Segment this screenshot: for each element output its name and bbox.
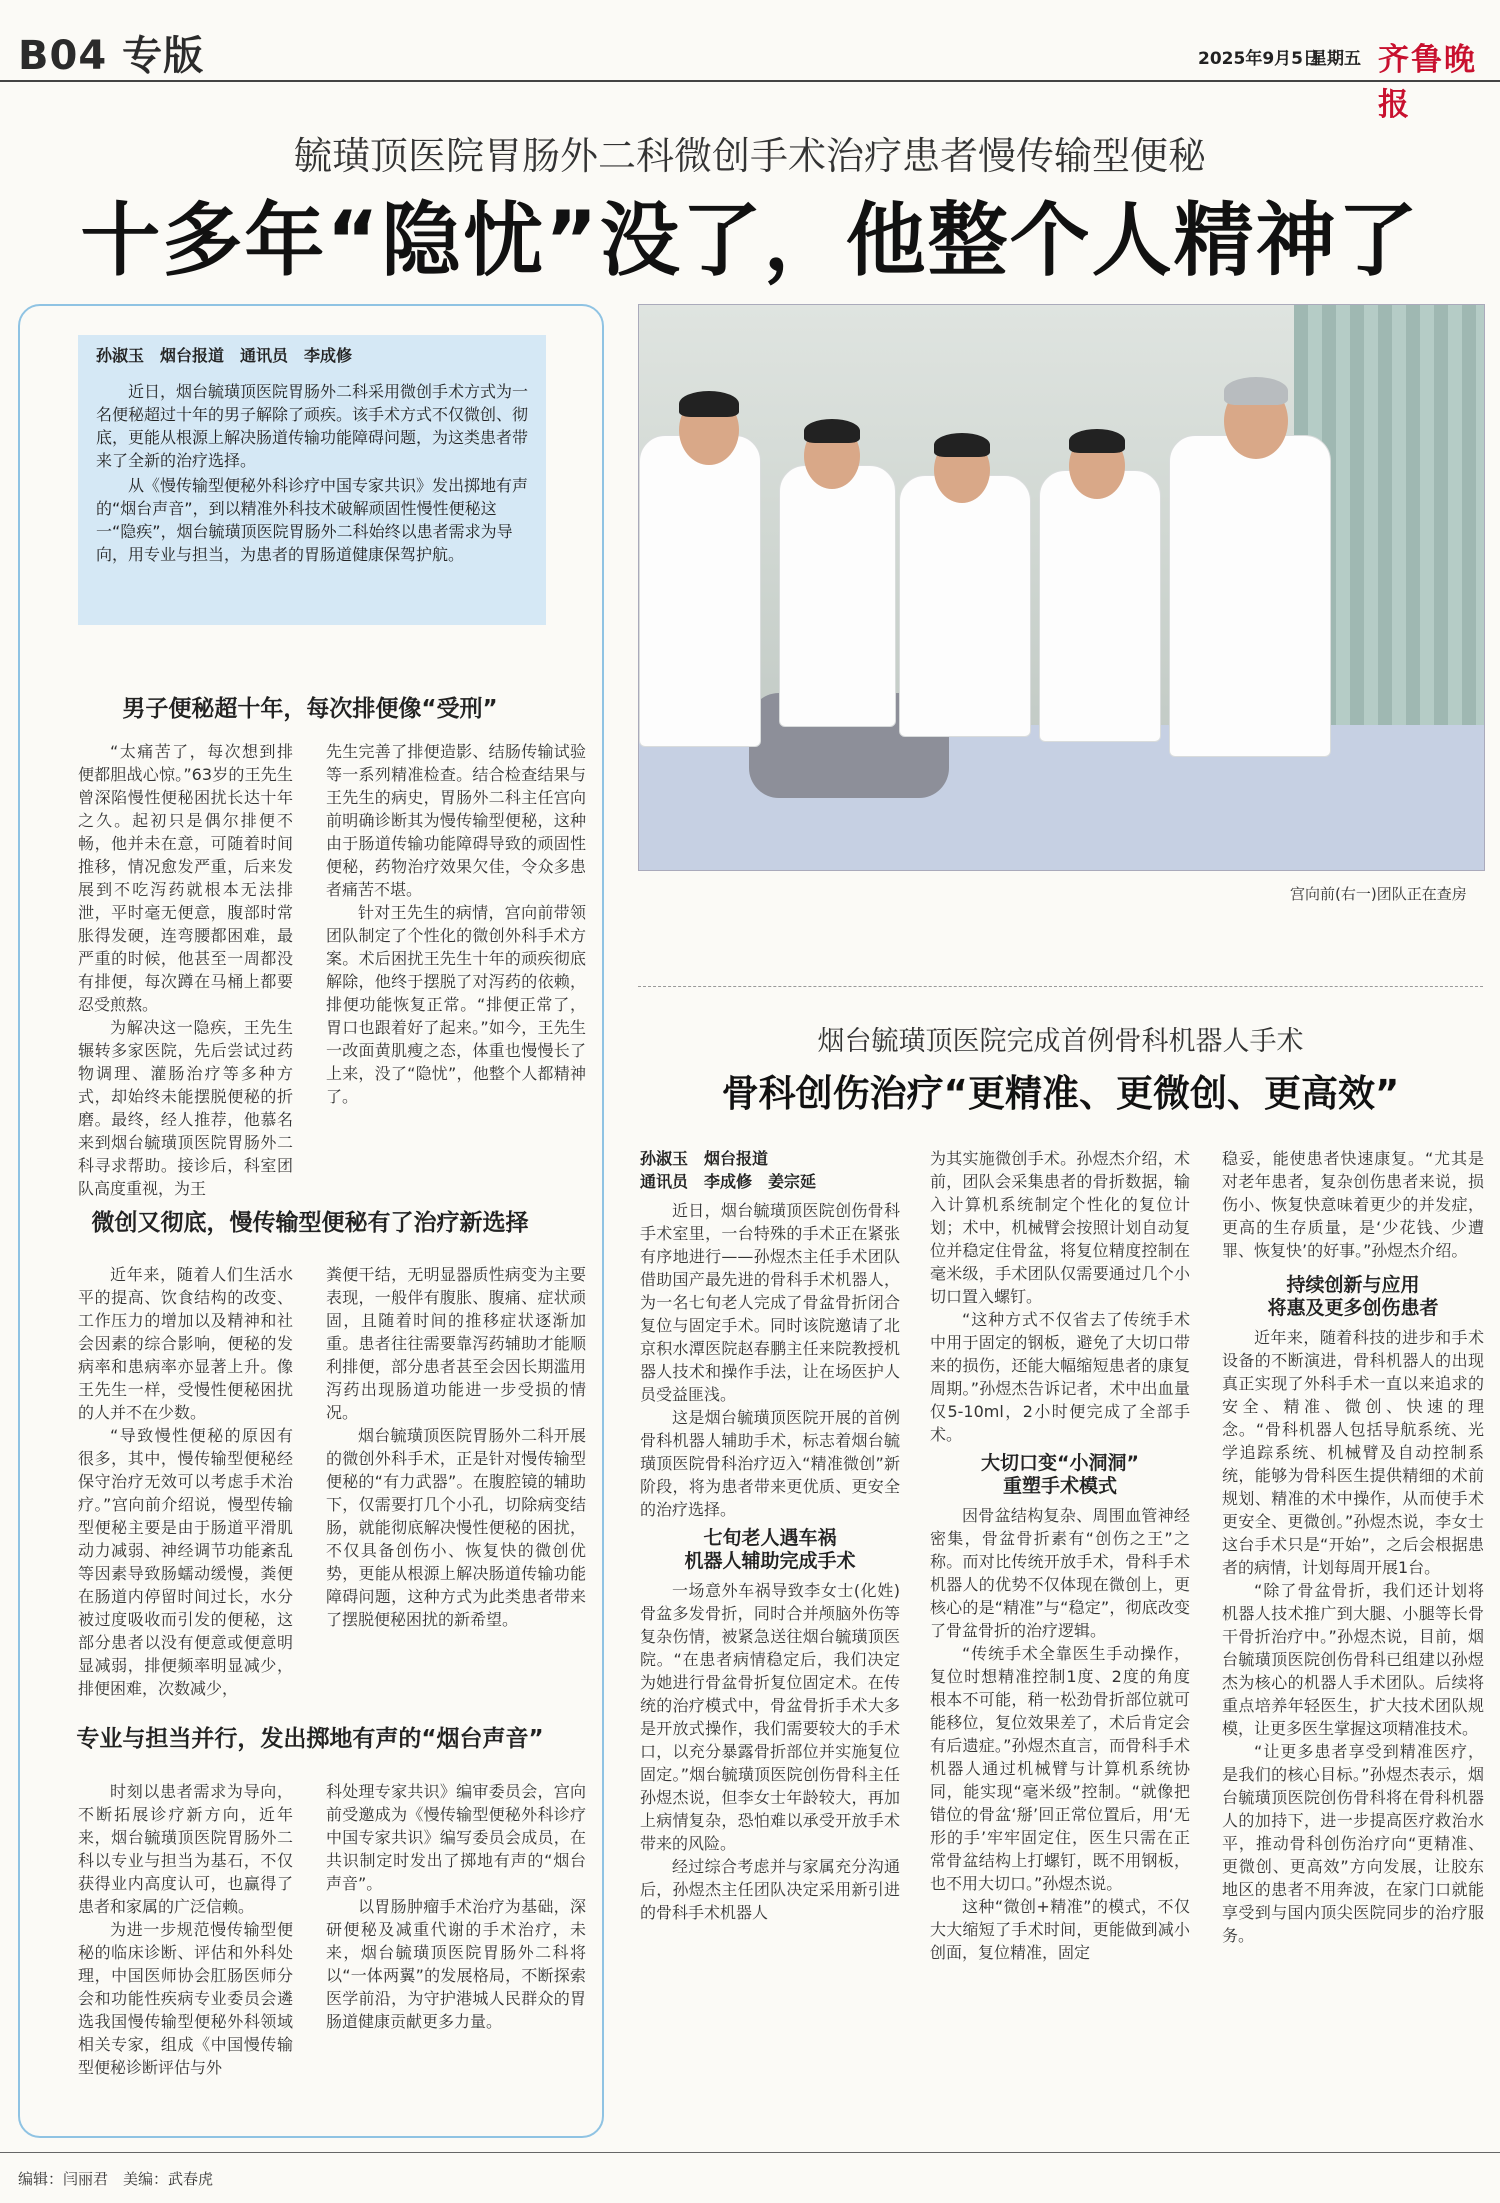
photo-doctor [1039, 470, 1161, 742]
section-divider [638, 986, 1483, 987]
page-header [0, 0, 1500, 123]
paragraph: 为解决这一隐疾，王先生辗转多家医院，先后尝试过药物调理、灌肠治疗等多种方式，却始终未能摆脱便秘的折磨。最终，经人推荐，他慕名来到烟台毓璜顶医院胃肠外二科寻求帮助。接诊后，科室团队高度重视，为王 [78, 1018, 293, 1198]
paragraph: “这种方式不仅省去了传统手术中用于固定的钢板，避免了大切口带来的损伤，还能大幅缩短患者的康复周期。”孙煜杰告诉记者，术中出血量仅5-10ml，2小时便完成了全部手术。 [930, 1310, 1190, 1444]
paragraph: 针对王先生的病情，宫向前带领团队制定了个性化的微创外科手术方案。术后困扰王先生十年的顽疾彻底解除，他终于摆脱了对泻药的依赖，排便功能恢复正常。“排便正常了，胃口也跟着好了起来。”如今，王先生一改面黄肌瘦之态，体重也慢慢长了上来，没了“隐忧”，他整个人都精神了。 [326, 903, 586, 1106]
second-headline: 骨科创伤治疗“更精准、更微创、更高效” [721, 1072, 1400, 1115]
section-title: 七旬老人遇车祸 [703, 1527, 837, 1549]
section-title: 大切口变“小洞洞” [981, 1452, 1139, 1474]
paragraph: 粪便干结，无明显器质性病变为主要表现，一般伴有腹胀、腹痛、症状顽固，且随着时间的推移症状逐渐加重。患者往往需要靠泻药辅助才能顺利排便，部分患者甚至会因长期滥用泻药出现肠道功能进一步受损的情况。 [326, 1265, 586, 1422]
second-byline: 通讯员 李成修 姜宗延 [640, 1172, 817, 1191]
section-title: 专业与担当并行，发出掷地有声的“烟台声音” [76, 1726, 544, 1752]
text-column [1222, 1147, 1484, 1947]
paragraph: 为进一步规范慢传输型便秘的临床诊断、评估和外科处理，中国医师协会肛肠医师分会和功能性疾病专业委员会遴选我国慢传输型便秘外科领域相关专家，组成《中国慢传输型便秘诊断评估与外 [78, 1920, 293, 2077]
text-column [326, 1780, 586, 2033]
text-column [326, 740, 586, 1108]
photo-doctor-hair [934, 433, 990, 457]
lead-paragraph: 近日，烟台毓璜顶医院胃肠外二科采用微创手术方式为一名便秘超过十年的男子解除了顽疾。该手术方式不仅微创、彻底，更能从根源上解决肠道传输功能障碍问题，为这类患者带来了全新的治疗选择。 [96, 382, 529, 470]
section-title: 将惠及更多创伤患者 [1267, 1297, 1439, 1319]
section-title: 微创又彻底，慢传输型便秘有了治疗新选择 [91, 1210, 529, 1236]
newspaper-logo: 齐鲁晚报 [1378, 42, 1477, 123]
paragraph: 科处理专家共识》编审委员会，宫向前受邀成为《慢传输型便秘外科诊疗中国专家共识》编写委员会成员，在共识制定时发出了掷地有声的“烟台声音”。 [326, 1782, 586, 1893]
issue-date: 2025年9月5日 [1198, 49, 1320, 69]
paragraph: 以胃肠肿瘤手术治疗为基础，深研便秘及减重代谢的手术治疗，未来，烟台毓璜顶医院胃肠外二科将以“一体两翼”的发展格局，不断探索医学前沿，为守护港城人民群众的胃肠道健康贡献更多力量。 [326, 1897, 586, 2031]
ward-round-photo [638, 304, 1485, 871]
paragraph: “太痛苦了，每次想到排便都胆战心惊。”63岁的王先生曾深陷慢性便秘困扰长达十年之久。起初只是偶尔排便不畅，他并未在意，可随着时间推移，情况愈发严重，后来发展到不吃泻药就根本无法排泄，平时毫无便意，腹部时常胀得发硬，连弯腰都困难，最严重的时候，他甚至一周都没有排便，每次蹲在马桶上都要忍受煎熬。 [78, 742, 293, 1014]
paragraph: 时刻以患者需求为导向，不断拓展诊疗新方向，近年来，烟台毓璜顶医院胃肠外二科以专业与担当为基石，不仅获得业内高度认可，也赢得了患者和家属的广泛信赖。 [78, 1782, 293, 1916]
section-title: 机器人辅助完成手术 [684, 1550, 856, 1572]
paragraph: “传统手术全靠医生手动操作，复位时想精准控制1度、2度的角度根本不可能，稍一松劲骨折部位就可能移位，复位效果差了，术后肯定会有后遗症。”孙煜杰直言，而骨科手术机器人通过机械臂与计算机系统协同，能实现“毫米级”控制。“就像把错位的骨盆‘掰’回正常位置后，用‘无形的手’牢牢固定住，医生只需在正常骨盆结构上打螺钉，既不用钢板，也不用大切口。”孙煜杰说。 [930, 1644, 1190, 1893]
paragraph: 近年来，随着人们生活水平的提高、饮食结构的改变、工作压力的增加以及精神和社会因素的综合影响，便秘的发病率和患病率亦显著上升。像王先生一样，受慢性便秘困扰的人并不在少数。 [78, 1265, 293, 1422]
paragraph: 先生完善了排便造影、结肠传输试验等一系列精准检查。结合检查结果与王先生的病史，胃肠外二科主任宫向前明确诊断其为慢传输型便秘，这种由于肠道传输功能障碍导致的顽固性便秘，药物治疗效果欠佳，令众多患者痛苦不堪。 [326, 742, 586, 899]
paragraph: 一场意外车祸导致李女士(化姓)骨盆多发骨折，同时合并颅脑外伤等复杂伤情，被紧急送往烟台毓璜顶医院。“在患者病情稳定后，我们决定为她进行骨盆骨折复位固定术。在传统的治疗模式中，骨盆骨折手术大多是开放式操作，我们需要较大的手术口，以充分暴露骨折部位并实施复位固定。”烟台毓璜顶医院创伤骨科主任孙煜杰说，但李女士年龄较大，再加上病情复杂，恐怕难以承受开放手术带来的风险。 [640, 1581, 900, 1853]
main-byline: 孙淑玉 烟台报道 通讯员 李成修 [96, 346, 353, 365]
text-column [930, 1147, 1190, 1964]
lead-box [78, 335, 546, 625]
text-column [326, 1263, 586, 1631]
photo-doctor-hair [679, 391, 739, 417]
photo-doctor-hair [1069, 429, 1125, 453]
footer-rule [0, 2152, 1500, 2153]
text-column [640, 1147, 900, 1924]
photo-doctor [1169, 435, 1331, 757]
paragraph: “除了骨盆骨折，我们还计划将机器人技术推广到大腿、小腿等长骨干骨折治疗中。”孙煜杰说，目前，烟台毓璜顶医院创伤骨科已组建以孙煜杰为核心的机器人手术团队。后续将重点培养年轻医生，扩大技术团队规模，让更多医生掌握这项精准技术。 [1222, 1581, 1484, 1738]
photo-doctor-hair [1224, 377, 1288, 405]
section-title: 男子便秘超十年，每次排便像“受刑” [122, 696, 498, 722]
paragraph: 这是烟台毓璜顶医院开展的首例骨科机器人辅助手术，标志着烟台毓璜顶医院骨科治疗迈入“精准微创”新阶段，将为患者带来更优质、更安全的治疗选择。 [640, 1408, 900, 1519]
photo-doctor [899, 475, 1031, 737]
paragraph: 稳妥，能使患者快速康复。“尤其是对老年患者，复杂创伤患者来说，损伤小、恢复快意味着更少的并发症，更高的生存质量，是‘少花钱、少遭罪、恢复快’的好事。”孙煜杰介绍。 [1222, 1149, 1484, 1260]
paragraph: “让更多患者享受到精准医疗，是我们的核心目标。”孙煜杰表示，烟台毓璜顶医院创伤骨科将在骨科机器人的加持下，进一步提高医疗救治水平，推动骨科创伤治疗向“更精准、更微创、更高效”方向发展，让胶东地区的患者不用奔波，在家门口就能享受到与国内顶尖医院同步的治疗服务。 [1222, 1742, 1484, 1945]
main-headline: 十多年“隐忧”没了，他整个人精神了 [80, 194, 1420, 287]
section-title: 持续创新与应用 [1286, 1274, 1420, 1296]
lead-paragraph: 从《慢传输型便秘外科诊疗中国专家共识》发出掷地有声的“烟台声音”，到以精准外科技术破解顽固性慢性便秘这一“隐疾”，烟台毓璜顶医院胃肠外二科始终以患者需求为导向，用专业与担当，为患者的胃肠道健康保驾护航。 [96, 476, 529, 564]
text-column [78, 1263, 293, 1700]
photo-doctor [639, 435, 761, 747]
text-column [78, 740, 293, 1200]
photo-doctor [779, 465, 896, 727]
paragraph: 近年来，随着科技的进步和手术设备的不断演进，骨科机器人的出现真正实现了外科手术一直以来追求的安全、精准、微创、快速的理念。“骨科机器人包括导航系统、光学追踪系统、机械臂及自动控制系统，能够为骨科医生提供精细的术前规划、精准的术中操作，从而使手术更安全、更微创。”孙煜杰说，李女士这台手术只是“开始”，之后会根据患者的病情，计划每周开展1台。 [1222, 1328, 1484, 1577]
paragraph: 为其实施微创手术。孙煜杰介绍，术前，团队会采集患者的骨折数据，输入计算机系统制定个性化的复位计划；术中，机械臂会按照计划自动复位并稳定住骨盆，将复位精度控制在毫米级，手术团队仅需要通过几个小切口置入螺钉。 [930, 1149, 1190, 1306]
header-rule [0, 80, 1500, 82]
section-title: 重塑手术模式 [1002, 1475, 1117, 1497]
paragraph: “导致慢性便秘的原因有很多，其中，慢传输型便秘经保守治疗无效可以考虑手术治疗。”宫向前介绍说，慢型传输型便秘主要是由于肠道平滑肌动力减弱、神经调节功能紊乱等因素导致肠蠕动缓慢，粪便在肠道内停留时间过长，水分被过度吸收而引发的便秘，这部分患者以没有便意或便意明显减弱，排便频率明显减少，排便困难，次数减少， [78, 1426, 293, 1698]
second-subheadline: 烟台毓璜顶医院完成首例骨科机器人手术 [817, 1026, 1304, 1057]
paragraph: 烟台毓璜顶医院胃肠外二科开展的微创外科手术，正是针对慢传输型便秘的“有力武器”。在腹腔镜的辅助下，仅需要打几个小孔，切除病变结肠，就能彻底解决慢性便秘的困扰，不仅具备创伤小、恢复快的微创优势，更能从根源上解决肠道传输功能障碍问题，这种方式为此类患者带来了摆脱便秘困扰的新希望。 [326, 1426, 586, 1629]
page-label: B04 专版 [18, 33, 205, 79]
second-byline: 孙淑玉 烟台报道 [640, 1149, 769, 1168]
paragraph: 近日，烟台毓璜顶医院创伤骨科手术室里，一台特殊的手术正在紧张有序地进行——孙煜杰主任手术团队借助国产最先进的骨科手术机器人，为一名七旬老人完成了骨盆骨折闭合复位与固定手术。同时该院邀请了北京积水潭医院赵春鹏主任来院教授机器人技术和操作手法，让在场医护人员受益匪浅。 [640, 1201, 900, 1404]
text-column [78, 1780, 293, 2079]
photo-caption: 宫向前(右一)团队正在查房 [1290, 885, 1467, 903]
editor-credit: 编辑：闫丽君 美编：武春虎 [18, 2170, 214, 2188]
paragraph: 因骨盆结构复杂、周围血管神经密集，骨盆骨折素有“创伤之王”之称。而对比传统开放手术，骨科手术机器人的优势不仅体现在微创上，更核心的是“精准”与“稳定”，彻底改变了骨盆骨折的治疗逻辑。 [930, 1506, 1190, 1640]
issue-weekday: 星期五 [1310, 49, 1361, 69]
photo-doctor-hair [804, 419, 860, 443]
main-subheadline: 毓璜顶医院胃肠外二科微创手术治疗患者慢传输型便秘 [293, 134, 1206, 178]
paragraph: 这种“微创+精准”的模式，不仅大大缩短了手术时间，更能做到减小创面，复位精准，固定 [930, 1897, 1190, 1962]
paragraph: 经过综合考虑并与家属充分沟通后，孙煜杰主任团队决定采用新引进的骨科手术机器人 [640, 1857, 900, 1922]
